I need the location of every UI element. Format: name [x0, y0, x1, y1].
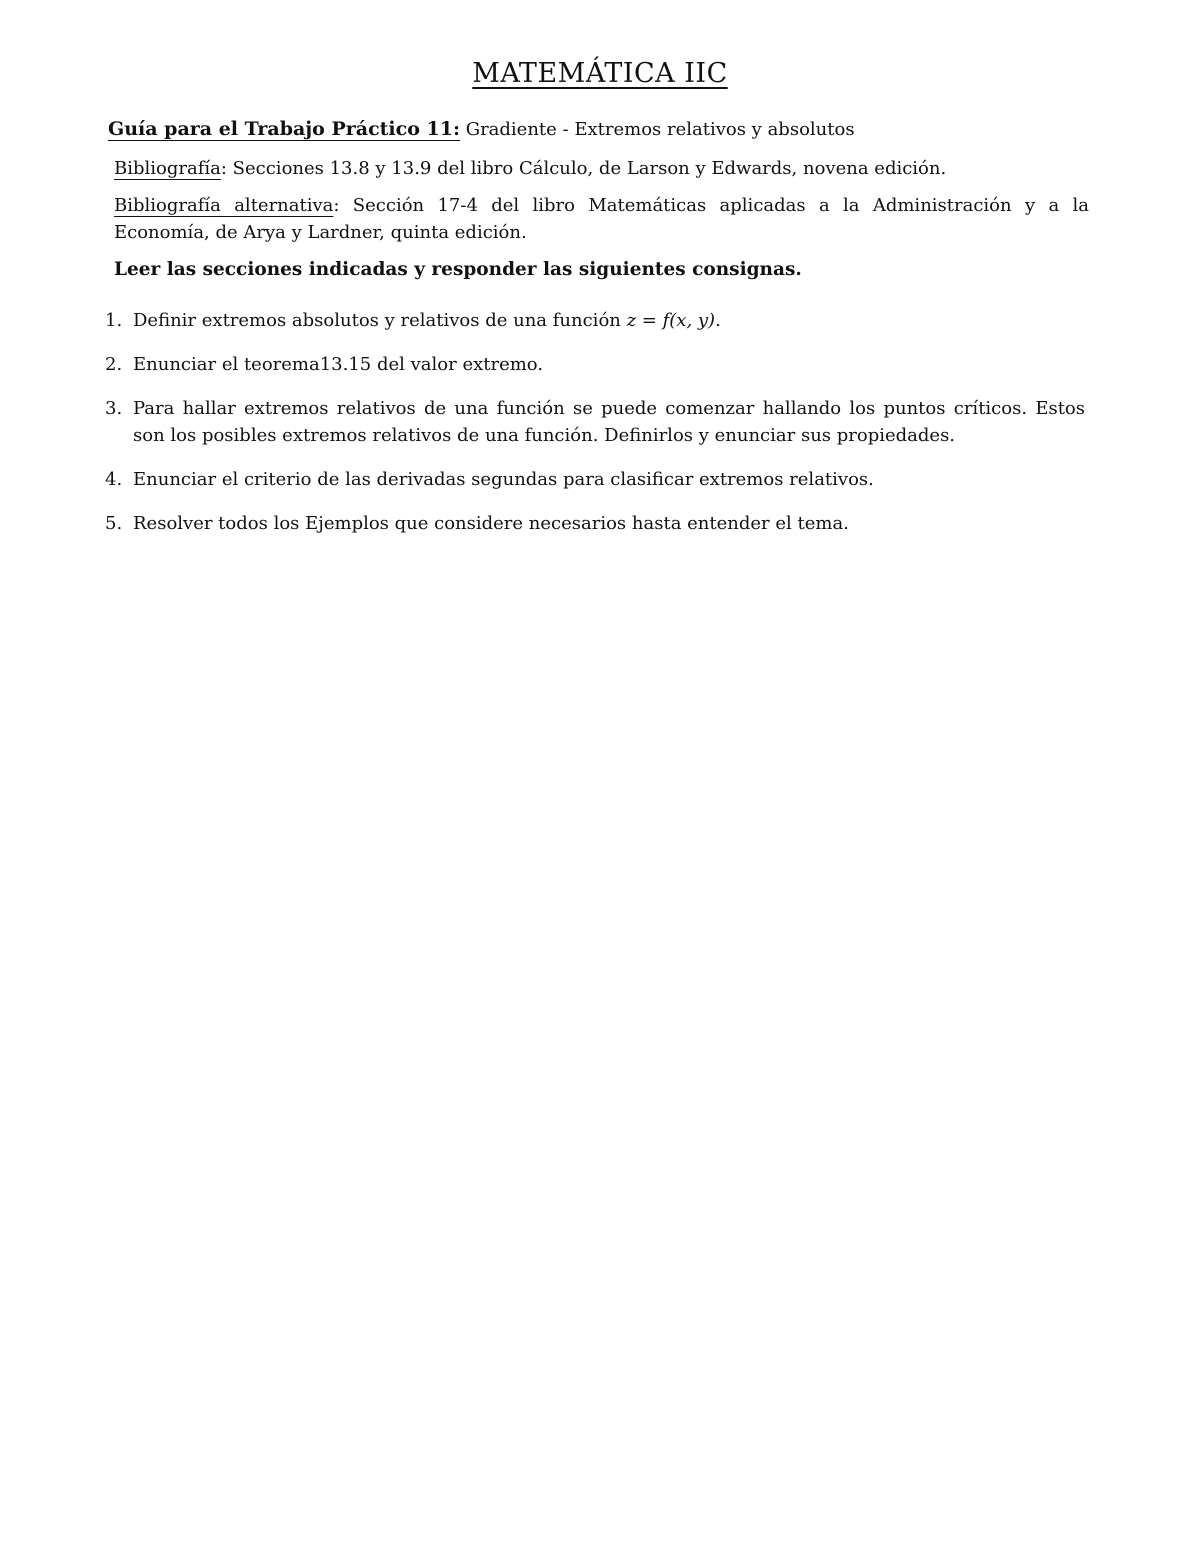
- guide-heading-topic: Gradiente - Extremos relativos y absolutos: [459, 119, 855, 140]
- list-item-number: 3.: [105, 398, 123, 419]
- guide-heading: [108, 116, 1083, 143]
- bibliography-label: Bibliografía: [114, 158, 221, 179]
- alt-bibliography-line: [108, 192, 1089, 246]
- list-item-text: Para hallar extremos relativos de una función se puede comenzar hallando los puntos críticos. Estos son los posibles extremos relativos de una función. Definirlos y enunciar sus propiedades.: [133, 398, 1085, 446]
- list-item-suffix: .: [715, 310, 721, 331]
- list-item: [100, 351, 1085, 378]
- bibliography-line: [108, 155, 1089, 182]
- bibliography-text: : Secciones 13.8 y 13.9 del libro Cálculo, de Larson y Edwards, novena edición.: [220, 158, 947, 179]
- list-item-text: Enunciar el criterio de las derivadas segundas para clasificar extremos relativos.: [133, 469, 874, 490]
- alt-bibliography-label: Bibliografía alternativa: [114, 195, 334, 216]
- alt-bibliography-text: : Sección 17-4 del libro Matemáticas aplicadas a la Administración y a la Economía, de Arya y Lardner, quinta edición.: [114, 195, 1090, 243]
- list-item-number: 2.: [105, 354, 123, 375]
- list-item-number: 5.: [105, 513, 123, 534]
- guide-heading-bold: Guía para el Trabajo Práctico 11:: [108, 118, 460, 140]
- list-item-number: 4.: [105, 469, 123, 490]
- list-item: [100, 466, 1085, 493]
- exercise-list: [100, 307, 1085, 554]
- list-item: [100, 395, 1085, 449]
- list-item-math: z = f(x, y): [626, 310, 716, 331]
- document-title: [0, 58, 1200, 89]
- list-item: [100, 307, 1085, 334]
- list-item-text: Definir extremos absolutos y relativos de una función: [133, 310, 627, 331]
- document-title-text: MATEMÁTICA IIC: [472, 58, 728, 89]
- list-item-text: Enunciar el teorema13.15 del valor extremo.: [133, 354, 544, 375]
- list-item: [100, 510, 1085, 537]
- list-item-number: 1.: [105, 310, 123, 331]
- instruction-line: Leer las secciones indicadas y responder las siguientes consignas.: [114, 259, 802, 280]
- list-item-text: Resolver todos los Ejemplos que considere necesarios hasta entender el tema.: [133, 513, 849, 534]
